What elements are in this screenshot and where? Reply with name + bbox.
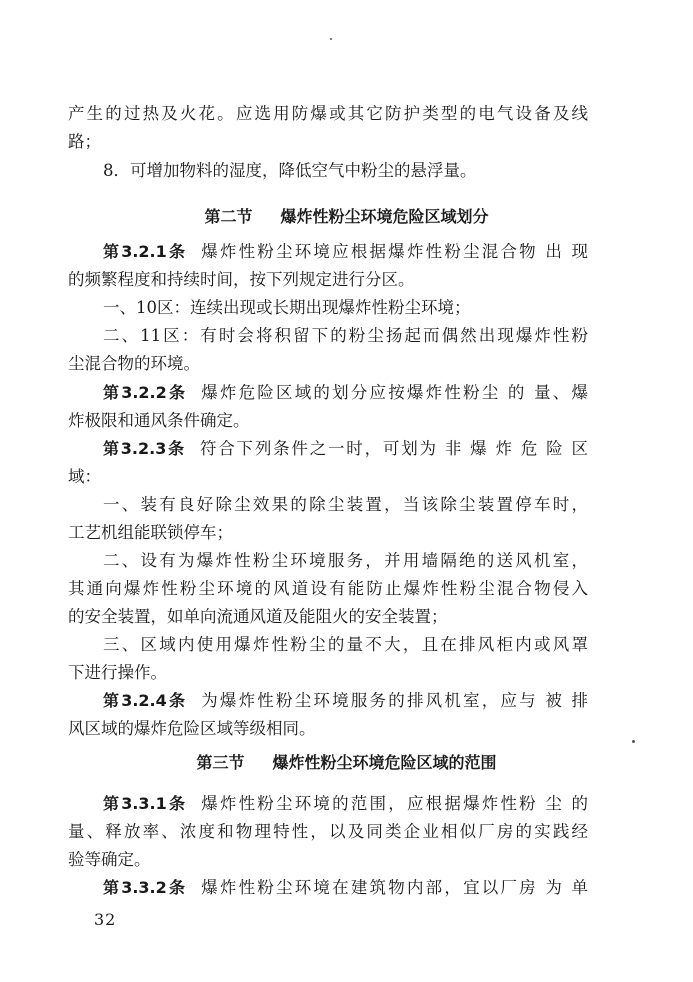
list-item: 三、区域内使用爆炸性粉尘的量不大，且在排风柜内或风罩: [103, 635, 588, 654]
paragraph-line: 尘混合物的环境。: [68, 354, 200, 373]
list-item: 一、10区：连续出现或长期出现爆炸性粉尘环境；: [103, 298, 471, 317]
paragraph-line: 量、释放率、浓度和物理特性，以及同类企业相似厂房的实践经: [68, 822, 588, 841]
paragraph-line: 炸极限和通风条件确定。: [68, 411, 250, 430]
section-heading-2: [0, 206, 693, 228]
article-text: 为爆炸性粉尘环境服务的排风机室，应与 被 排: [201, 691, 588, 710]
article-3-3-1: [103, 793, 588, 815]
article-text: 爆炸性粉尘环境的范围，应根据爆炸性粉 尘 的: [201, 794, 588, 813]
scan-speck: [632, 740, 635, 743]
article-label: 第3.2.1条: [103, 242, 188, 261]
list-item-8: 8．可增加物料的湿度，降低空气中粉尘的悬浮量。: [103, 161, 477, 180]
article-3-2-2: [103, 382, 588, 404]
article-label: 第3.2.4条: [103, 691, 188, 710]
article-text: 符合下列条件之一时，可划为 非 爆 炸 危 险 区: [199, 439, 588, 458]
section-heading-3: [0, 752, 693, 774]
list-item: 二、设有为爆炸性粉尘环境服务，并用墙隔绝的送风机室，: [103, 551, 588, 570]
paragraph-line: 产生的过热及火花。应选用防爆或其它防护类型的电气设备及线: [68, 104, 588, 123]
paragraph-line: 风区域的爆炸危险区域等级相同。: [68, 719, 316, 738]
list-item: 一、装有良好除尘效果的除尘装置，当该除尘装置停车时，: [103, 495, 588, 514]
page-number: 32: [94, 910, 117, 929]
article-3-2-1: [103, 241, 588, 263]
article-text: 爆炸性粉尘环境在建筑物内部，宜以厂房 为 单: [201, 878, 588, 897]
paragraph-line: 路；: [68, 132, 101, 151]
paragraph-line: 其通向爆炸性粉尘环境的风道设有能防止爆炸性粉尘混合物侵入: [68, 579, 588, 598]
list-item: 二、11区：有时会将积留下的粉尘扬起而偶然出现爆炸性粉: [103, 326, 588, 345]
paragraph-line: 工艺机组能联锁停车；: [68, 523, 233, 542]
article-text: 爆炸性粉尘环境应根据爆炸性粉尘混合物 出 现: [201, 242, 588, 261]
section-number: 第二节: [204, 207, 253, 226]
article-label: 第3.3.2条: [103, 878, 188, 897]
paragraph-line: 的频繁程度和持续时间，按下列规定进行分区。: [68, 270, 415, 289]
article-text: 爆炸危险区域的划分应按爆炸性粉尘 的 量、爆: [201, 383, 588, 402]
paragraph-line: 的安全装置，如单向流通风道及能阻火的安全装置；: [68, 607, 448, 626]
article-label: 第3.3.1条: [103, 794, 188, 813]
article-label: 第3.2.3条: [103, 439, 186, 458]
paragraph-line: 验等确定。: [68, 850, 151, 869]
section-title: 爆炸性粉尘环境危险区域的范围: [272, 753, 497, 772]
article-3-3-2: [103, 877, 588, 899]
article-label: 第3.2.2条: [103, 383, 188, 402]
paragraph-line: 下进行操作。: [68, 663, 167, 682]
article-3-2-4: [103, 690, 588, 712]
section-title: 爆炸性粉尘环境危险区域划分: [280, 207, 489, 226]
article-3-2-3: [103, 438, 588, 460]
scan-speck: [330, 38, 332, 40]
paragraph-line: 域：: [68, 467, 101, 486]
section-number: 第三节: [196, 753, 245, 772]
